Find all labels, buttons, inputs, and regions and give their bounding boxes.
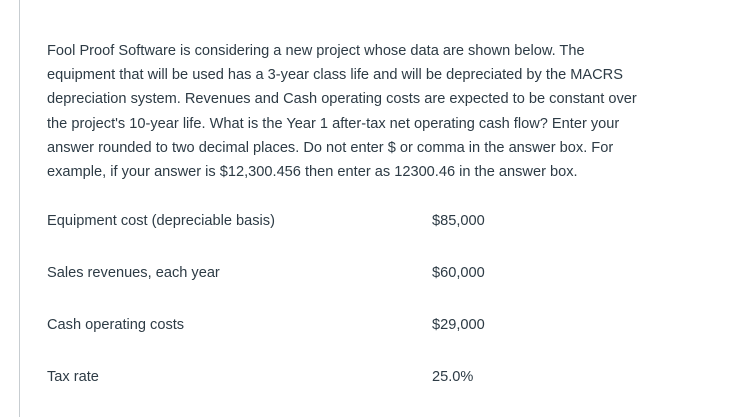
table-row xyxy=(47,304,607,356)
table-row xyxy=(47,200,607,252)
cash-operating-costs-value: $29,000 xyxy=(432,317,485,333)
question-text xyxy=(47,39,697,184)
tax-rate-value: 25.0% xyxy=(432,369,474,385)
table-row xyxy=(47,252,607,304)
table-row xyxy=(47,356,607,408)
question-line: equipment that will be used has a 3-year class life and will be depreciated by the MACRS xyxy=(47,67,623,84)
left-border xyxy=(19,0,20,417)
question-line: example, if your answer is $12,300.456 then enter as 12300.46 in the answer box. xyxy=(47,164,578,181)
question-line: answer rounded to two decimal places. Do not enter $ or comma in the answer box. For xyxy=(47,139,614,156)
question-line: the project's 10-year life. What is the Year 1 after-tax net operating cash flow? Enter your xyxy=(47,115,620,132)
question-line: depreciation system. Revenues and Cash operating costs are expected to be constant over xyxy=(47,91,637,108)
cash-operating-costs-label: Cash operating costs xyxy=(47,317,185,333)
equipment-cost-value: $85,000 xyxy=(432,213,485,229)
sales-revenues-label: Sales revenues, each year xyxy=(47,265,220,281)
tax-rate-label: Tax rate xyxy=(47,369,99,385)
project-data-table xyxy=(47,200,607,408)
sales-revenues-value: $60,000 xyxy=(432,265,485,281)
equipment-cost-label: Equipment cost (depreciable basis) xyxy=(47,213,275,229)
question-line: Fool Proof Software is considering a new project whose data are shown below. The xyxy=(47,43,585,59)
